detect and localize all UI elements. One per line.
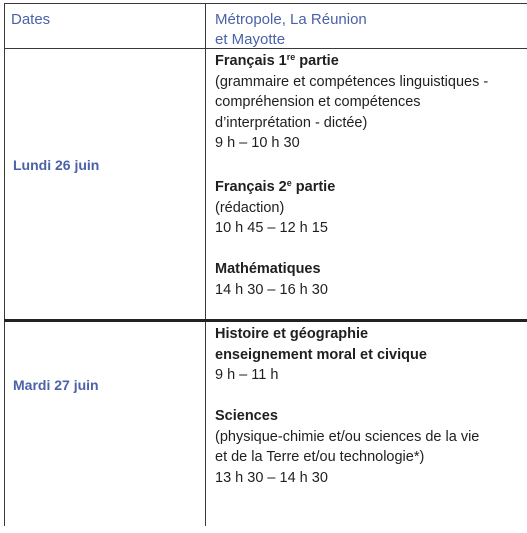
exam-time: 13 h 30 – 14 h 30 xyxy=(215,469,328,486)
exam-subject: Sciences xyxy=(215,408,278,424)
exam-detail: compréhension et compétences xyxy=(215,94,421,110)
date-cell-monday: Lundi 26 juin xyxy=(13,157,100,173)
exam-time: 9 h – 10 h 30 xyxy=(215,135,300,151)
exam-detail: (rédaction) xyxy=(215,199,285,216)
row-divider xyxy=(4,319,527,322)
exam-subject: Mathématiques xyxy=(215,261,321,277)
exam-time: 9 h – 11 h xyxy=(215,367,279,383)
exam-detail: d’interprétation - dictée) xyxy=(215,114,368,131)
header-zone-line2: et Mayotte xyxy=(215,31,286,48)
table-border-top xyxy=(4,3,527,4)
exam-detail: et de la Terre et/ou technologie*) xyxy=(215,449,425,465)
exam-mathematiques xyxy=(215,259,525,300)
exam-time: 14 h 30 – 16 h 30 xyxy=(215,281,328,298)
date-cell-tuesday: Mardi 27 juin xyxy=(13,377,99,393)
exam-subject: Histoire et géographie xyxy=(215,326,369,342)
table-border-left xyxy=(4,3,5,526)
exam-subject: enseignement moral et civique xyxy=(215,346,427,363)
exam-detail: (physique-chimie et/ou sciences de la vie xyxy=(215,428,480,445)
exam-time: 10 h 45 – 12 h 15 xyxy=(215,220,328,236)
exam-francais-1 xyxy=(215,51,525,154)
header-zone-line1: Métropole, La Réunion xyxy=(215,11,367,28)
exam-subject: Français 2e partie xyxy=(215,178,336,195)
table-column-divider xyxy=(205,3,206,526)
exam-histoire-geographie xyxy=(215,324,525,386)
header-zone xyxy=(215,10,367,50)
exam-detail: (grammaire et compétences linguistiques - xyxy=(215,73,489,90)
exam-schedule-table xyxy=(4,3,527,533)
exam-subject: Français 1re partie xyxy=(215,52,339,69)
exam-francais-2 xyxy=(215,177,525,239)
header-dates: Dates xyxy=(11,11,51,28)
exam-sciences xyxy=(215,406,525,488)
